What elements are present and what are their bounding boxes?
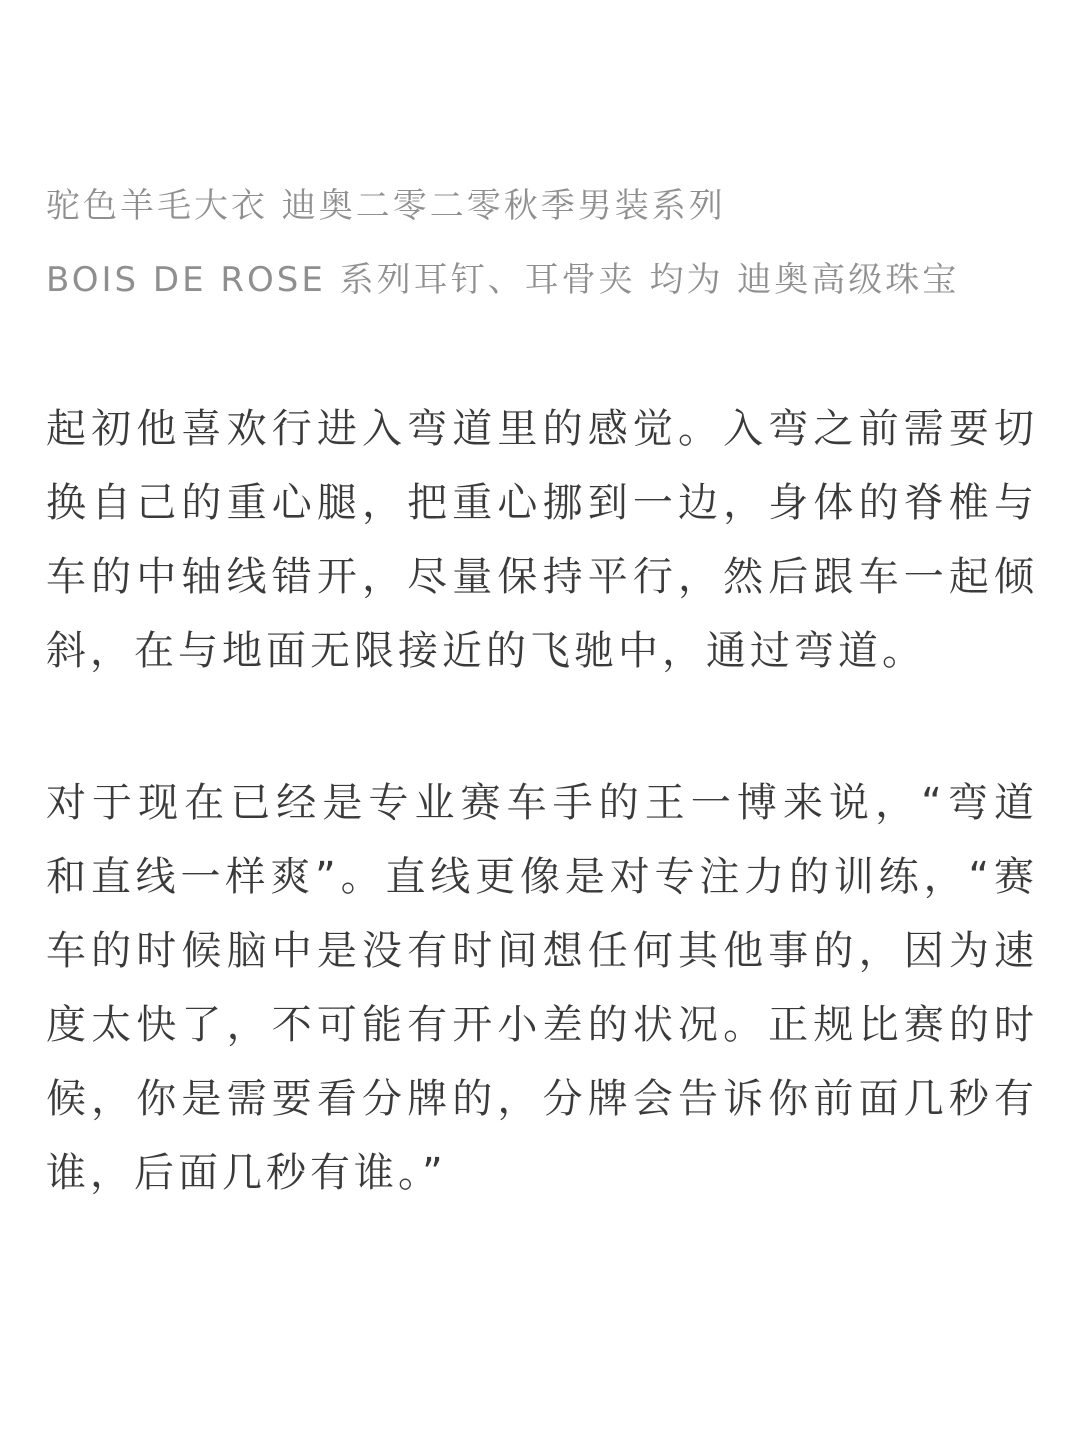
body-paragraph-cornering: 起初他喜欢行进入弯道里的感觉。入弯之前需要切换自己的重心腿，把重心挪到一边，身体的脊椎与车的中轴线错开，尽量保持平行，然后跟车一起倾斜，在与地面无限接近的飞驰中，通过弯道。 <box>46 406 1038 674</box>
jewelry-caption: BOIS DE ROSE 系列耳钉、耳骨夹 均为 迪奥高级珠宝 <box>46 260 960 300</box>
body-paragraph-racing: 对于现在已经是专业赛车手的王一博来说，“弯道和直线一样爽”。直线更像是对专注力的训练，“赛车的时候脑中是没有时间想任何其他事的，因为速度太快了，不可能有开小差的状况。正规比赛的时候，你是需要看分牌的，分牌会告诉你前面几秒有谁，后面几秒有谁。” <box>46 780 1038 1196</box>
outfit-caption: 驼色羊毛大衣 迪奥二零二零秋季男装系列 <box>46 186 726 226</box>
